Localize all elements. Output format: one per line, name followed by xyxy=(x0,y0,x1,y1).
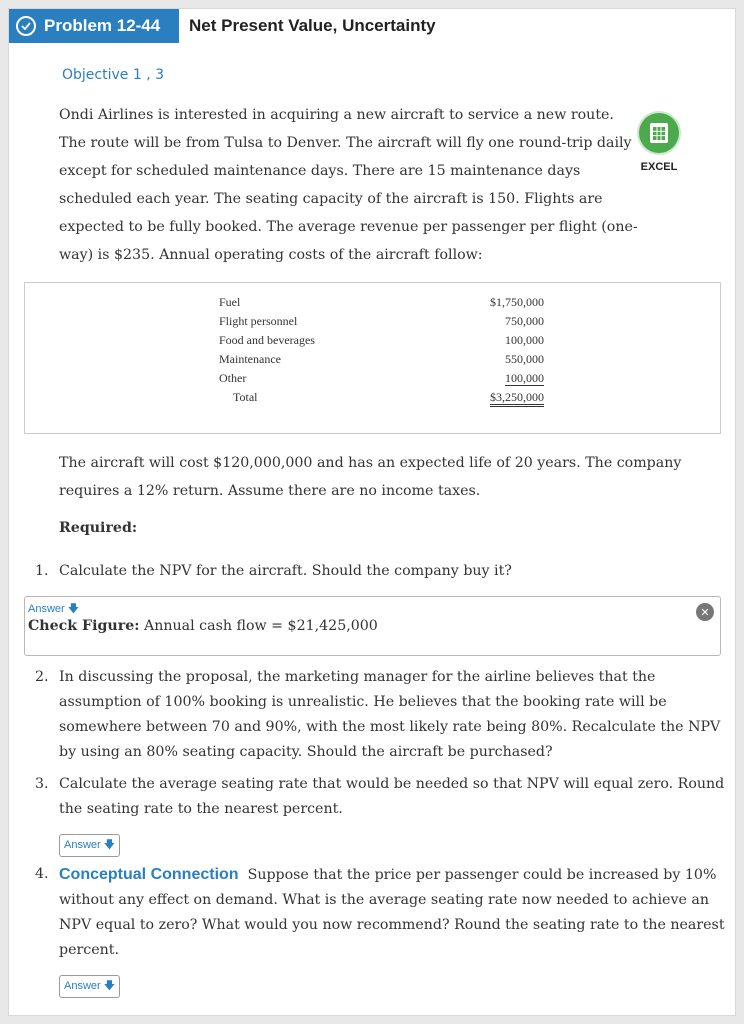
question-4 xyxy=(35,862,725,963)
operating-costs-box xyxy=(24,282,721,434)
cost-value: 100,000 xyxy=(505,371,544,385)
cost-label: Other xyxy=(219,371,247,385)
spreadsheet-icon[interactable] xyxy=(639,113,679,153)
check-circle-icon xyxy=(16,16,36,36)
question-text: Calculate the NPV for the aircraft. Should the company buy it? xyxy=(59,563,512,579)
cost-value: $1,750,000 xyxy=(490,295,544,309)
table-row xyxy=(219,293,544,312)
question-2 xyxy=(35,665,725,765)
problem-number: Problem 12-44 xyxy=(44,16,161,35)
cost-value: 100,000 xyxy=(505,333,544,347)
problem-page xyxy=(8,8,736,1016)
check-figure xyxy=(28,618,378,634)
answer-label: Answer xyxy=(28,603,65,615)
cost-value: 550,000 xyxy=(505,352,544,366)
problem-badge xyxy=(9,9,179,43)
operating-costs-table xyxy=(219,293,544,407)
question-text: Calculate the average seating rate that would be needed so that NPV will equal zero. Round the seating rate to the nearest percent. xyxy=(59,776,725,817)
question-3 xyxy=(35,772,725,822)
aircraft-cost-paragraph: The aircraft will cost $120,000,000 and has an expected life of 20 years. The company requires a 12% return. Assume there are no income taxes. xyxy=(59,455,682,499)
question-number: 3. xyxy=(35,776,49,792)
check-figure-label: Check Figure: xyxy=(28,618,140,634)
conceptual-connection-link[interactable]: Conceptual Connection xyxy=(59,866,239,883)
excel-badge[interactable] xyxy=(629,113,689,173)
close-icon[interactable]: ✕ xyxy=(696,603,714,621)
table-row xyxy=(219,312,544,331)
arrow-down-icon: 🡇 xyxy=(103,839,116,851)
cost-label: Flight personnel xyxy=(219,314,298,328)
check-figure-value: Annual cash flow = $21,425,000 xyxy=(144,618,378,634)
question-number: 4. xyxy=(35,866,49,882)
excel-label: EXCEL xyxy=(640,161,678,173)
required-heading: Required: xyxy=(59,520,138,536)
cost-label: Maintenance xyxy=(219,352,281,366)
cost-value: 750,000 xyxy=(505,314,544,328)
question-text: Suppose that the price per passenger could be increased by 10% without any effect on demand. What is the average seating rate now needed to achieve an NPV equal to zero? What would you now recommend? Round the seating rate to the nearest percent. xyxy=(59,867,725,958)
intro-paragraph: Ondi Airlines is interested in acquiring a new aircraft to service a new route. The route will be from Tulsa to Denver. The aircraft will fly one round-trip daily except for scheduled maintenance days. There are 15 maintenance days scheduled each year. The seating capacity of the aircraft is 150. Flights are expected to be fully booked. The average revenue per passenger per flight (one-way) is $235. Annual operating costs of the aircraft follow: xyxy=(59,107,638,263)
answer-button[interactable] xyxy=(59,834,120,857)
cost-label: Food and beverages xyxy=(219,333,315,347)
arrow-down-icon: 🡇 xyxy=(103,980,116,992)
table-row xyxy=(219,331,544,350)
total-value: $3,250,000 xyxy=(490,390,544,407)
total-label: Total xyxy=(233,390,258,404)
arrow-down-icon: 🡇 xyxy=(67,603,80,615)
problem-header xyxy=(9,9,735,43)
table-row xyxy=(219,369,544,388)
cost-label: Fuel xyxy=(219,295,241,309)
table-row-total xyxy=(219,388,544,407)
question-number: 2. xyxy=(35,669,49,685)
question-number: 1. xyxy=(35,563,49,579)
answer-toggle[interactable] xyxy=(28,600,79,619)
answer-label: Answer xyxy=(64,980,101,992)
answer-label: Answer xyxy=(64,839,101,851)
question-text: In discussing the proposal, the marketing manager for the airline believes that the assumption of 100% booking is unrealistic. He believes that the booking rate will be somewhere between 70 and 90%, with the most likely rate being 80%. Recalculate the NPV by using an 80% seating capacity. Should the aircraft be purchased? xyxy=(59,669,721,760)
table-row xyxy=(219,350,544,369)
objective-label: Objective 1 , 3 xyxy=(62,67,164,83)
answer-panel xyxy=(24,596,721,656)
question-1 xyxy=(35,559,725,584)
answer-button[interactable] xyxy=(59,975,120,998)
problem-title: Net Present Value, Uncertainty xyxy=(189,16,436,35)
